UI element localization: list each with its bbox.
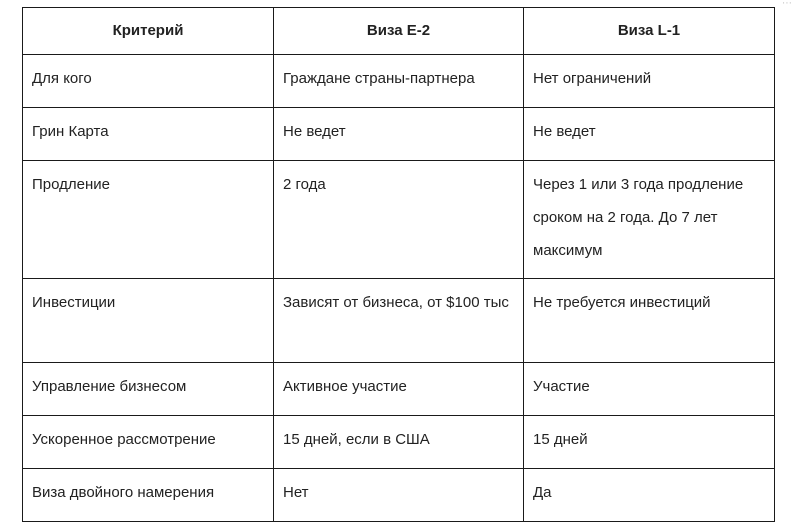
e2-cell: Активное участие (274, 363, 524, 416)
table-row (23, 416, 775, 469)
criterion-cell: Управление бизнесом (23, 363, 274, 416)
more-options-icon[interactable]: ⋯ (782, 0, 793, 9)
e2-cell: Зависят от бизнеса, от $100 тыс (274, 279, 524, 363)
criterion-cell: Продление (23, 161, 274, 279)
e2-cell: Нет (274, 469, 524, 522)
header-e2-visa: Виза E-2 (274, 8, 524, 55)
l1-cell: Нет ограничений (524, 55, 775, 108)
l1-cell: Не ведет (524, 108, 775, 161)
table-header-row (23, 8, 775, 55)
table-row (23, 55, 775, 108)
e2-cell: 2 года (274, 161, 524, 279)
criterion-cell: Виза двойного намерения (23, 469, 274, 522)
l1-cell: 15 дней (524, 416, 775, 469)
header-criterion: Критерий (23, 8, 274, 55)
criterion-cell: Для кого (23, 55, 274, 108)
criterion-cell: Инвестиции (23, 279, 274, 363)
l1-cell: Участие (524, 363, 775, 416)
e2-cell: 15 дней, если в США (274, 416, 524, 469)
criterion-cell: Ускоренное рассмотрение (23, 416, 274, 469)
e2-cell: Граждане страны-партнера (274, 55, 524, 108)
table-row (23, 161, 775, 279)
l1-cell: Через 1 или 3 года продление сроком на 2 года. До 7 лет максимум (524, 161, 775, 279)
table-row (23, 279, 775, 363)
e2-cell: Не ведет (274, 108, 524, 161)
visa-comparison-table (22, 7, 775, 522)
table-row (23, 363, 775, 416)
table-row (23, 469, 775, 522)
header-l1-visa: Виза L-1 (524, 8, 775, 55)
table-row (23, 108, 775, 161)
l1-cell: Да (524, 469, 775, 522)
criterion-cell: Грин Карта (23, 108, 274, 161)
l1-cell: Не требуется инвестиций (524, 279, 775, 363)
